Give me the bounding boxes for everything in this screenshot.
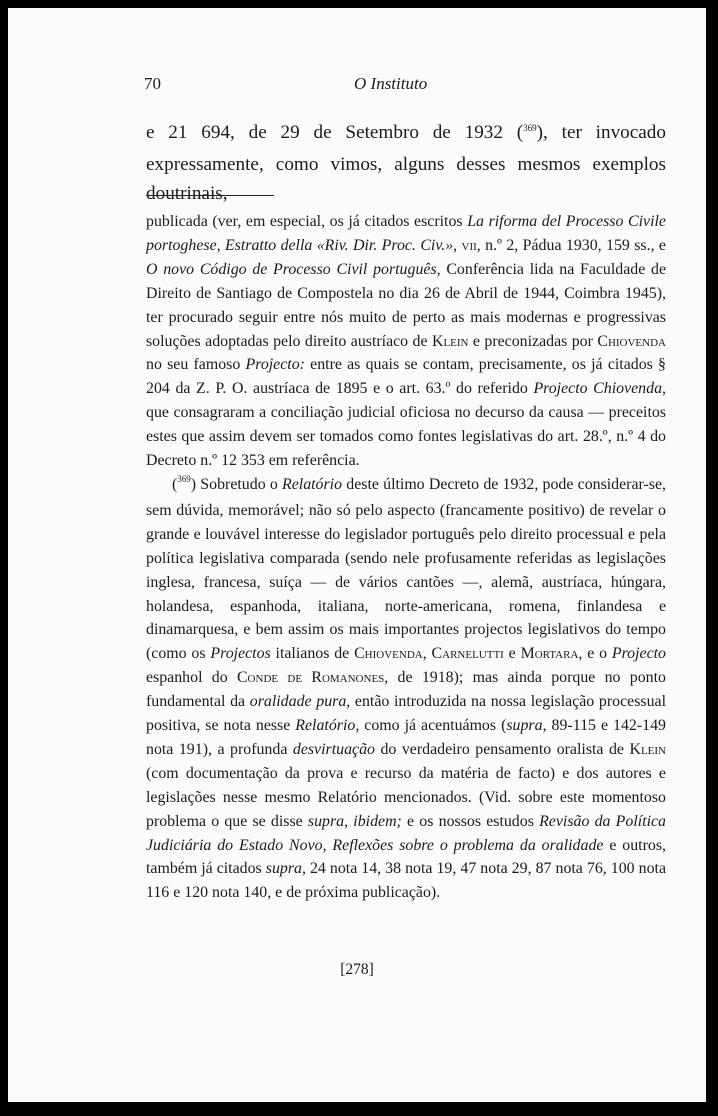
footnote-marker: 369 [177, 473, 191, 484]
book-page [8, 8, 706, 1102]
running-title: O Instituto [354, 74, 428, 93]
footnotes [146, 210, 666, 905]
folio-number: [278] [340, 961, 374, 978]
running-header [144, 74, 556, 104]
body-paragraph: e 21 694, de 29 de Setembro de 1932 ($^{369}$), ter invocado expressamente, como vimos, alguns desses mesmos exemplos doutrinais, [146, 122, 666, 204]
footnote-continued: publicada (ver, em especial, os já citados escritos La riforma del Processo Civile portoghese, Estratto della «Riv. Dir. Proc. Civ.», vii, n.º 2, Pádua 1930, 159 ss., e O novo Código de Processo Civil português, Conferência lida na Faculdade de Direito de Santiago de Compostela no dia 26 de Abril de 1944, Coimbra 1945), ter procurado seguir entre nós muito de perto as mais modernas e progressivas soluções adoptadas pelo direito austríaco de Klein e preconizadas por Chiovenda no seu famoso Projecto: entre as quais se contam, precisamente, os já citados § 204 da Z. P. O. austríaca de 1895 e o art. 63.º do referido Projecto Chiovenda, que consagraram a conciliação judicial oficiosa no decurso da causa — preceitos estes que assim devem ser tomados como fontes legislativas do art. 28.º, n.º 4 do Decreto n.º 12 353 em referência. [146, 213, 667, 470]
page-number: 70 [144, 74, 161, 93]
footnote-separator [146, 195, 274, 196]
footnote-369: ($^{369}$) Sobretudo o Relatório deste último Decreto de 1932, pode considerar-se, sem dúvida, memorável; não só pelo aspecto (francamente positivo) de revelar o grande e louvável interesse do legislador português pelo direito processual e pela política legislativa comparada (sendo nele profusamente referidas as legislações inglesa, francesa, suíça — de vários cantões —, alemã, austríaca, húngara, holandesa, espanhoda, italiana, norte-americana, romena, finlandesa e dinamarquesa, e bem assim os mais importantes projectos legislativos do tempo (como os Projectos italianos de Chiovenda, Carnelutti e Mortara, e o Projecto espanhol do Conde de Romanones, de 1918); mas ainda porque no ponto fundamental da oralidade pura, então introduzida na nossa legislação processual positiva, se nota nesse Relatório, como já acentuámos (supra, 89-115 e 142-149 nota 191), a profunda desvirtuação do verdadeiro pensamento oralista de Klein (com documentação da prova e recurso da matéria de facto) e dos autores e legislações nesse mesmo Relatório mencionados. (Vid. sobre este momentoso problema o que se disse supra, ibidem; e os nossos estudos Revisão da Política Judiciária do Estado Novo, Reflexões sobre o problema da oralidade e outros, também já citados supra, 24 nota 14, 38 nota 19, 47 nota 29, 87 nota 76, 100 nota 116 e 120 nota 140, e de próxima publicação). [146, 473, 667, 902]
footnote-reference[interactable]: 369 [523, 123, 537, 133]
